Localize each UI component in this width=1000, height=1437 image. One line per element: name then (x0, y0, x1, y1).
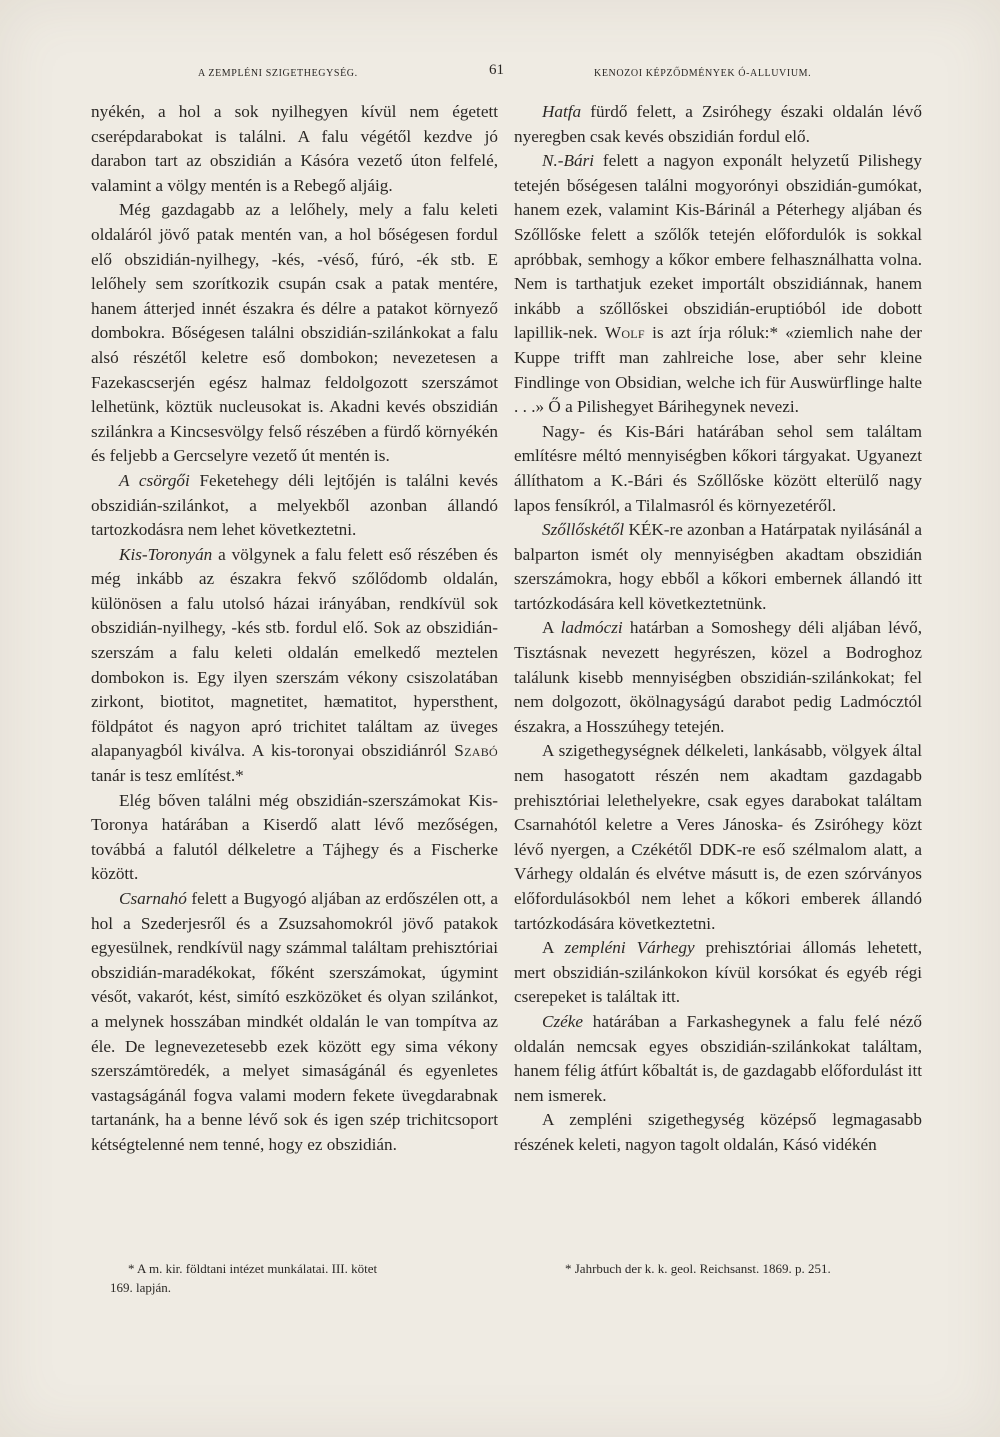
paragraph: N.-Bári felett a nagyon exponált helyzetű Pilishegy tetején bőségesen találni mogyorónyi obszidián-gumókat, hanem ezek, valamint Kis-Bárinál a Péterhegy aljában és Szőllőske felett a szőlők tetején előfordulók is sokkal apróbbak, semhogy a kőkor embere felhasználhatta volna. Nem is tarthatjuk ezeket importált obszidiánnak, hanem inkább a szőllőskei obszidián-eruptióból ide dobott lapillik-nek. Wolf is azt írja róluk:* «ziemlich nahe der Kuppe trifft man zahlreiche lose, aber sehr kleine Findlinge von Obsidian, welche ich für Auswürflinge halte . . .» Ő a Pilishegyet Bárihegynek nevezi. (514, 151, 922, 417)
footnote-line: * A m. kir. földtani intézet munkálatai. III. kötet (128, 1261, 378, 1276)
paragraph: Czéke határában a Farkashegynek a falu felé néző oldalán nemcsak egyes obszidián-szilánkokat találtam, hanem félig átfúrt kőbaltát is, de gazdagabb előfordulást itt nem ismerek. (514, 1011, 922, 1105)
place-name: Kis-Toronyán (119, 544, 213, 564)
running-head-left: A ZEMPLÉNI SZIGETHEGYSÉG. (198, 68, 358, 79)
page-number: 61 (489, 62, 504, 78)
running-head-right: KENOZOI KÉPZŐDMÉNYEK Ó-ALLUVIUM. (594, 68, 812, 79)
author-name: Szabó (454, 741, 498, 761)
paragraph: A zempléni Várhegy prehisztóriai állomás lehetett, mert obszidián-szilánkokon kívül korsókat és egyéb régi cserepeket is találtak itt. (514, 938, 923, 1007)
footnote-left (110, 1259, 500, 1297)
paragraph: A zempléni szigethegység középső legmagasabb részének keleti, nagyon tagolt oldalán, Kásó vidékén (514, 1110, 922, 1154)
place-name: ladmóczi (560, 618, 623, 638)
place-name: Czéke (542, 1011, 584, 1031)
paragraph: Kis-Toronyán a völgynek a falu felett eső részében és még inkább az északra fekvő szőlődomb oldalán, különösen a falu utolsó házai irányában, rendkívül sok obszidián-nyilhegy, -kés stb. fordul elő. Sok az obszidián-szerszám a falu keleti oldalán emelkedő meztelen dombokon is. Egy ilyen szerszám vékony csiszolatában zirkont, biotitot, magnetitet, hæmatitot, hypersthent, földpátot és nagyon apró trichitet találtam az üveges alapanyagból kiválva. A kis-toronyai obszidiánról Szabó tanár is tesz említést.* (91, 544, 498, 786)
footnote-line: 169. lapján. (110, 1280, 172, 1295)
paragraph: Szőllőskétől KÉK-re azonban a Határpatak nyilásánál a balparton ismét oly mennyiségben akadtam obszidián szerszámokra, hogy ebből a kőkori embernek állandó itt tartózkodására kell következtetnünk. (514, 520, 922, 613)
paragraph: A ladmóczi határban a Somoshegy déli aljában lévő, Tisztásnak nevezett hegyrészen, közel a Bodroghoz találunk kisebb mennyiségben obszidián-szilánkokat; fel nem dolgozott, ökölnagyságú darabot pedig Ladmócztól északra, a Hosszúhegy tetején. (514, 618, 923, 736)
paragraph: nyékén, a hol a sok nyilhegyen kívül nem égetett cserépdarabokat is találni. A falu végétől kezdve jó darabon tart az obszidián a Kásóra vezető úton felfelé, valamint a völgy mentén is a Rebegő aljáig. (91, 102, 498, 195)
place-name: A csörgői (119, 470, 190, 490)
paragraph: Hatfa fürdő felett, a Zsiróhegy északi oldalán lévő nyeregben csak kevés obszidián fordul elő. (514, 102, 922, 146)
footnote-right: * Jahrbuch der k. k. geol. Reichsanst. 1869. p. 251. (565, 1261, 831, 1276)
running-head (0, 62, 1000, 86)
place-name: Csarnahó (119, 889, 187, 908)
paragraph: Csarnahó felett a Bugyogó aljában az erdőszélen ott, a hol a Szederjesről és a Zsuzsahomokról jövő patakok egyesülnek, rendkívül nagy számmal találtam prehisztóriai obszidián-maradékokat, főként szerszámokat, úgymint vésőt, vakarót, kést, simító eszközöket és olyan szilánkot, a melynek hosszában mindkét oldalán le van tompítva az éle. De legnevezetesebb ezek között egy sima vékony szerszámtöredék, a melyet simaságánál és egyenletes vastagságánál fogva valami modern fekete üvegdarabnak tartanánk, ha a benne lévő sok és igen szép trichitcsoport kétségtelenné nem tenné, hogy ez obszidián. (91, 889, 498, 1154)
paragraph: Még gazdagabb az a lelőhely, mely a falu keleti oldaláról jövő patak mentén van, a hol bőségesen fordul elő obszidián-nyilhegy, -kés, -véső, fúró, -ék stb. E lelőhely sem szorítkozik csupán csak a patak mentére, hanem átterjed innét északra és délre a patakot környező dombokra. Bőségesen találni obszidián-szilánkokat a falu alsó részétől keletre eső dombokon; nevezetesen a Fazekascserjén egész halmaz feldolgozott szerszámot lelhetünk, köztük nucleusokat is. Akadni kevés obszidián szilánkra a Kincsesvölgy felső részében a fürdő környékén és feljebb a Gercselyre vezető út mentén is. (91, 200, 498, 466)
paragraph: Nagy- és Kis-Bári határában sehol sem találtam említésre méltó mennyiségben kőkori tárgyakat. Ugyanezt állíthatom a K.-Bári és Szőllőske között elterülő nagy lapos fensíkról, a Tilalmasról és környezetéről. (514, 421, 922, 515)
left-column (91, 100, 498, 1158)
paragraph: A szigethegységnek délkeleti, lankásabb, völgyek által nem hasogatott részén nem akadtam gazdagabb prehisztóriai lelethelyekre, csak egyes darabokat találtam Csarnahótól keletre a Veres Jánoska- és Zsiróhegy közt lévő nyergen, a Czékétől DDK-re eső szélmalom alatt, a Várhegy oldalán és elvétve másutt is, de ezen szórványos előfordulásokból nem lehet a kőkori emberek állandó tartózkodására következtetni. (514, 741, 922, 933)
right-column (514, 100, 922, 1158)
place-name: zempléni Várhegy (564, 938, 695, 958)
place-name: Hatfa (542, 102, 582, 121)
paragraph: Elég bőven találni még obszidián-szerszámokat Kis-Toronya határában a Kiserdő alatt lévő mezőségen, továbbá a falutól délkeletre a Tájhegy és a Fischerke között. (91, 790, 498, 884)
place-name: Szőllőskétől (542, 520, 625, 540)
author-name: Wolf (604, 323, 645, 343)
place-name: N.-Bári (542, 151, 595, 171)
paragraph: A csörgői Feketehegy déli lejtőjén is találni kevés obszidián-szilánkot, a melyekből azonban állandó tartozkodásra nem lehet következtetni. (91, 470, 498, 540)
